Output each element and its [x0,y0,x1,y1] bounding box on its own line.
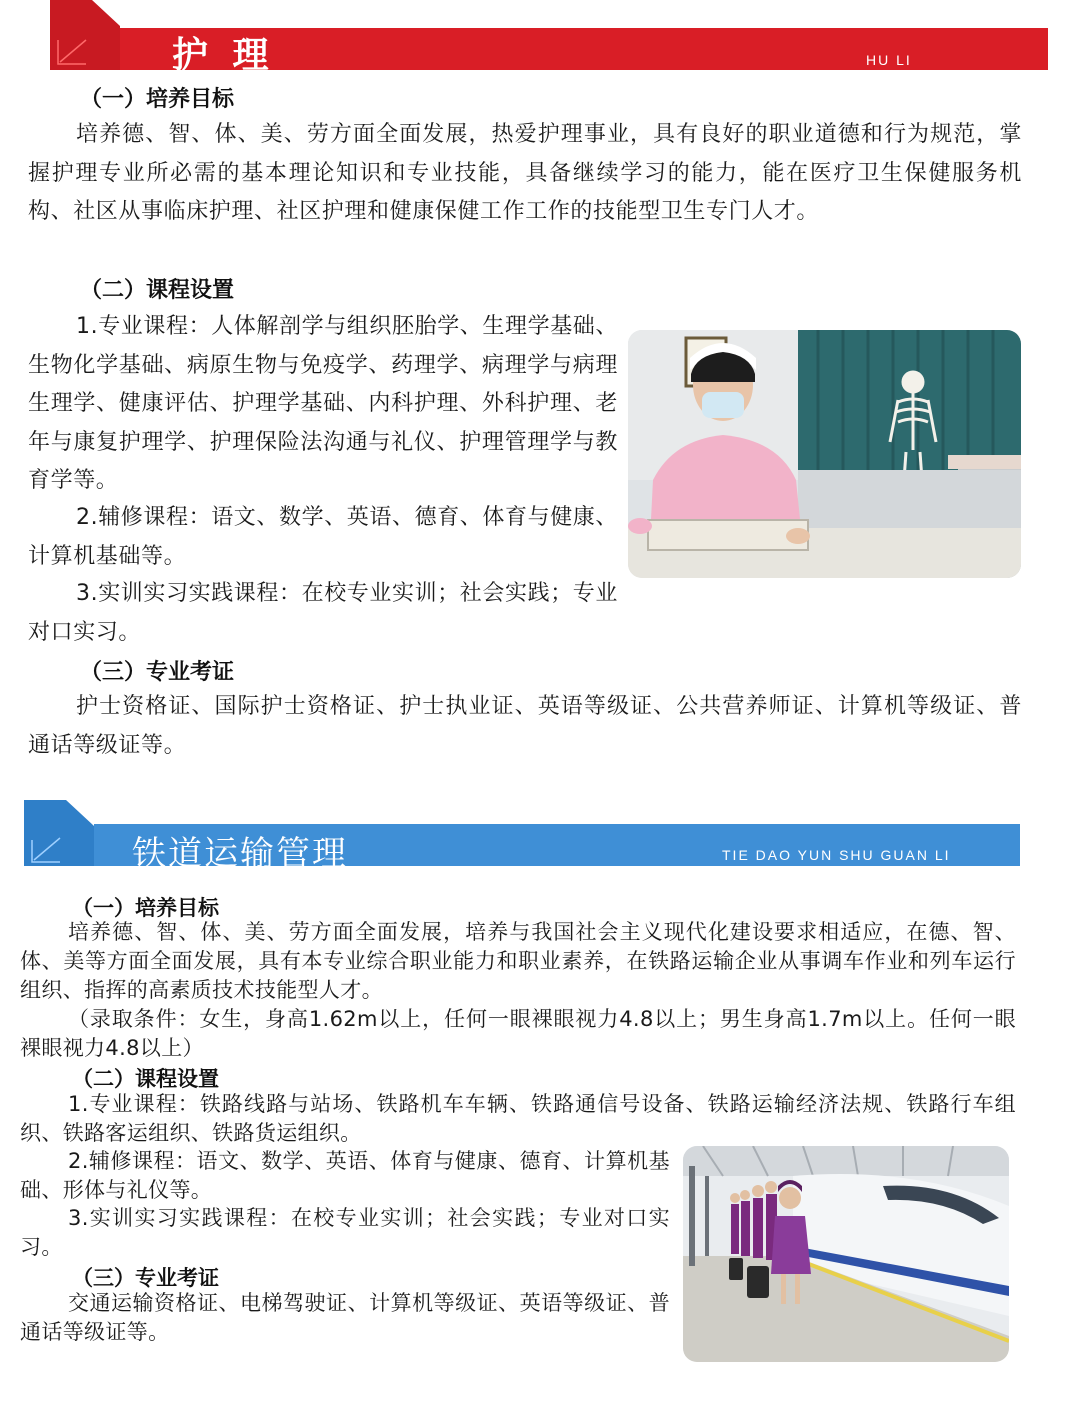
nursing-goal-text: 培养德、智、体、美、劳方面全面发展，热爱护理事业，具有良好的职业道德和行为规范，掌握护理专业所必需的基本理论知识和专业技能，具备继续学习的能力，能在医疗卫生保健服务机构、社区从事临床护理、社区护理和健康保健工作工作的技能型卫生专门人才。 [28,122,1022,224]
nursing-pinyin: HU LI [866,52,912,68]
railway-platform-photo [683,1146,1009,1362]
nursing-course-heading: （二）课程设置 [80,278,235,303]
railway-course-major: 1.专业课程：铁路线路与站场、铁路机车车辆、铁路通信号设备、铁路运输经济法规、铁路行车组织、铁路客运组织、铁路货运组织。 [20,1092,1016,1145]
nursing-banner-graphic [0,0,1080,80]
nursing-course-minor: 2.辅修课程：语文、数学、英语、德育、体育与健康、计算机基础等。 [28,505,618,569]
railway-course-practice: 3.实训实习实践课程：在校专业实训；社会实践；专业对口实习。 [20,1206,670,1259]
railway-pinyin: TIE DAO YUN SHU GUAN LI [722,847,951,863]
nursing-course-practice: 3.实训实习实践课程：在校专业实训；社会实践；专业对口实习。 [28,581,618,645]
railway-title: 铁道运输管理 [132,834,348,874]
railway-cert-text: 交通运输资格证、电梯驾驶证、计算机等级证、英语等级证、普通话等级证等。 [20,1291,670,1344]
nursing-course-major: 1.专业课程：人体解剖学与组织胚胎学、生理学基础、生物化学基础、病原生物与免疫学、药理学、病理学与病理生理学、健康评估、护理学基础、内科护理、外科护理、老年与康复护理学、护理保险法沟通与礼仪、护理管理学与教育学等。 [28,314,618,493]
nursing-goal-heading: （一）培养目标 [80,87,235,112]
nursing-classroom-photo [628,330,1021,578]
nursing-title: 护 理 [172,34,275,76]
railway-goal-text: 培养德、智、体、美、劳方面全面发展，培养与我国社会主义现代化建设要求相适应，在德、智、体、美等方面全面发展，具有本专业综合职业能力和职业素养，在铁路运输企业从事调车作业和列车运行组织、指挥的高素质技术技能型人才。 [20,920,1016,1002]
railway-course-heading: （二）课程设置 [72,1067,219,1091]
nursing-cert-heading: （三）专业考证 [80,660,235,685]
railway-goal-heading: （一）培养目标 [72,896,219,920]
railway-cert-heading: （三）专业考证 [72,1266,219,1290]
railway-course-minor: 2.辅修课程：语文、数学、英语、体育与健康、德育、计算机基础、形体与礼仪等。 [20,1149,670,1202]
railway-requirement-text: （录取条件：女生，身高1.62m以上，任何一眼裸眼视力4.8以上；男生身高1.7m以上。任何一眼裸眼视力4.8以上） [20,1007,1016,1060]
nursing-cert-text: 护士资格证、国际护士资格证、护士执业证、英语等级证、公共营养师证、计算机等级证、普通话等级证等。 [28,694,1022,758]
